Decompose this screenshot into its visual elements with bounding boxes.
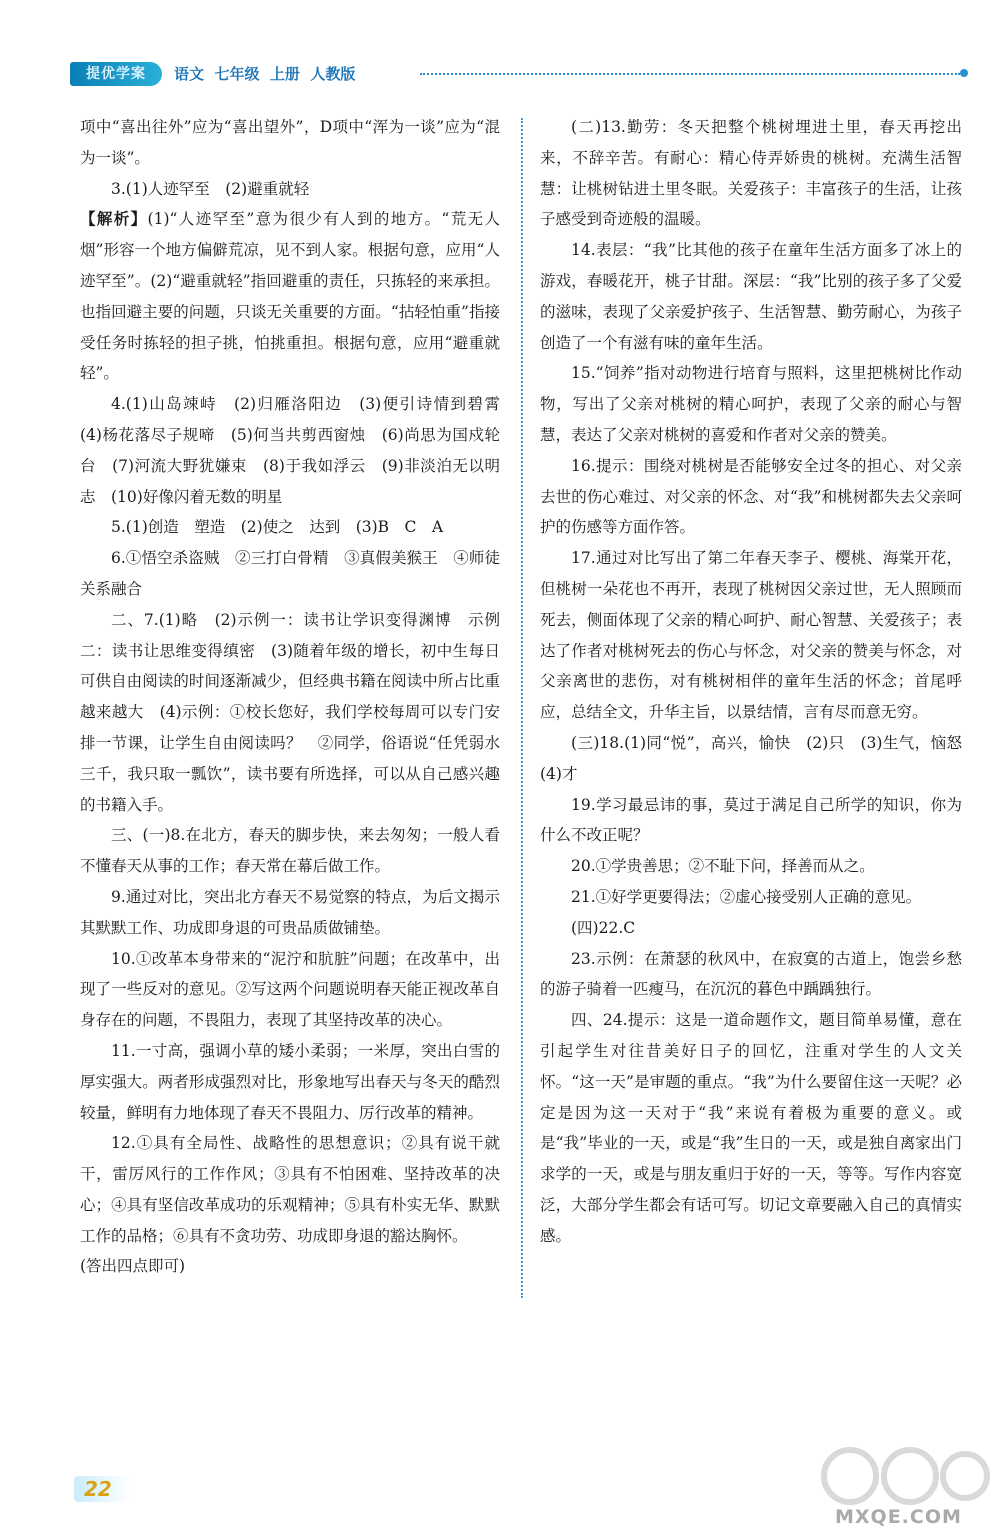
page-number-badge bbox=[74, 1476, 130, 1502]
answer-3-analysis bbox=[80, 204, 500, 389]
answer-9: 9.通过对比，突出北方春天不易觉察的特点，为后文揭示其默默工作、功成即身退的可贵品质做铺垫。 bbox=[80, 887, 500, 937]
column-divider bbox=[521, 118, 523, 1298]
answer-8: 三、(一)8.在北方，春天的脚步快，来去匆匆；一般人看不懂春天从事的工作；春天常在幕后做工作。 bbox=[80, 826, 500, 876]
answer-3: 3.(1)人迹罕至 (2)避重就轻 bbox=[111, 179, 310, 198]
header-dotted-rule bbox=[420, 73, 960, 75]
answer-4: 4.(1)山岛竦峙 (2)归雁洛阳边 (3)便引诗情到碧霄 (4)杨花落尽子规啼 (5)何当共剪西窗烛 (6)尚思为国戍轮台 (7)河流大野犹嫌束 (8)于我如浮云 (9)非淡泊无以明志 (10)好像闪着无数的明星 bbox=[80, 395, 516, 506]
answer-19: 19.学习最忌讳的事，莫过于满足自己所学的知识，你为什么不改正呢？ bbox=[540, 795, 962, 845]
answer-12-note: (答出四点即可) bbox=[80, 1257, 186, 1276]
header-title: 语文 七年级 上册 人教版 bbox=[174, 65, 356, 83]
page-header bbox=[70, 62, 970, 88]
analysis-tag: 【解析】 bbox=[80, 210, 148, 229]
answer-10: 10.①改革本身带来的“泥泞和肮脏”问题；在改革中，出现了一些反对的意见。②写这两个问题说明春天能正视改革自身存在的问题，不畏阻力，表现了其坚持改革的决心。 bbox=[80, 949, 500, 1030]
answer-14: 14.表层：“我”比其他的孩子在童年生活方面多了冰上的游戏，春暖花开，桃子甘甜。深层：“我”比别的孩子多了父爱的滋味，表现了父亲爱护孩子、生活智慧、勤劳耐心，为孩子创造了一个有滋有味的童年生活。 bbox=[540, 241, 962, 352]
answer-11: 11.一寸高，强调小草的矮小柔弱；一米厚，突出白雪的厚实强大。两者形成强烈对比，形象地写出春天与冬天的酷烈较量，鲜明有力地体现了春天不畏阻力、厉行改革的精神。 bbox=[80, 1041, 500, 1122]
header-bullet-icon bbox=[960, 69, 968, 77]
answer-16: 16.提示：围绕对桃树是否能够安全过冬的担心、对父亲去世的伤心难过、对父亲的怀念、对“我”和桃树都失去父亲呵护的伤感等方面作答。 bbox=[540, 456, 962, 537]
analysis-text: (1)“人迹罕至”意为很少有人到的地方。“荒无人烟”形容一个地方偏僻荒凉，见不到人家。根据句意，应用“人迹罕至”。(2)“避重就轻”指回避重的责任，只拣轻的来承担。也指回避主要的问题，只谈无关重要的方面。“拈轻怕重”指接受任务时拣轻的担子挑，怕挑重担。根据句意，应用“避重就轻”。 bbox=[80, 210, 500, 383]
answer-15: 15.“饲养”指对动物进行培育与照料，这里把桃树比作动物，写出了父亲对桃树的精心呵护，表现了父亲的耐心与智慧，表达了父亲对桃树的喜爱和作者对父亲的赞美。 bbox=[540, 364, 962, 444]
right-column bbox=[540, 112, 978, 1251]
answer-24: 四、24.提示：这是一道命题作文，题目简单易懂，意在引起学生对往昔美好日子的回忆，注重对学生的人文关怀。“这一天”是审题的重点。“我”为什么要留住这一天呢？必定是因为这一天对于“我”来说有着极为重要的意义。或是“我”毕业的一天，或是“我”生日的一天，或是独自离家出门求学的一天，或是与朋友重归于好的一天，等等。写作内容宽泛，大部分学生都会有话可写。切记文章要融入自己的真情实感。 bbox=[540, 1011, 962, 1245]
answer-17: 17.通过对比写出了第二年春天李子、樱桃、海棠开花，但桃树一朵花也不再开，表现了桃树因父亲过世，无人照顾而死去，侧面体现了父亲的精心呵护、耐心智慧、关爱孩子；表达了作者对桃树死去的伤心与怀念，对父亲的赞美与怀念，对父亲离世的悲伤，对有桃树相伴的童年生活的怀念；首尾呼应，总结全文，升华主旨，以景结情，言有尽而意无穷。 bbox=[540, 549, 962, 722]
page-number: 22 bbox=[84, 1477, 112, 1501]
answer-20: 20.①学贵善思；②不耻下问，择善而从之。 bbox=[571, 857, 875, 876]
answer-2-continued: 项中“喜出往外”应为“喜出望外”，D项中“浑为一谈”应为“混为一谈”。 bbox=[80, 118, 500, 167]
answer-6: 6.①悟空杀盗贼 ②三打白骨精 ③真假美猴王 ④师徒关系融合 bbox=[80, 549, 500, 598]
watermark-text: MXQE.COM bbox=[835, 1506, 962, 1528]
answer-22: (四)22.C bbox=[571, 918, 636, 937]
answer-18: (三)18.(1)同“悦”，高兴，愉快 (2)只 (3)生气，恼怒 (4)才 bbox=[540, 733, 978, 783]
brand-logo: 提优学案 bbox=[70, 62, 162, 86]
answer-5: 5.(1)创造 塑造 (2)使之 达到 (3)B C A bbox=[111, 518, 444, 537]
answer-12: 12.①具有全局性、战略性的思想意识；②具有说干就干，雷厉风行的工作作风；③具有不怕困难、坚持改革的决心；④具有坚信改革成功的乐观精神；⑤具有朴实无华、默默工作的品格；⑥具有不贪功劳、功成即身退的豁达胸怀。 bbox=[80, 1134, 500, 1245]
left-column bbox=[80, 112, 516, 1282]
answer-21: 21.①好学更要得法；②虚心接受别人正确的意见。 bbox=[571, 887, 922, 906]
answer-7: 二、7.(1)略 (2)示例一：读书让学识变得渊博 示例二：读书让思维变得缜密 (3)随着年级的增长，初中生每日可供自由阅读的时间逐渐减少，但经典书籍在阅读中所占比重越来越大 (4)示例：①校长您好，我们学校每周可以专门安排一节课，让学生自由阅读吗？ ②同学，俗语说“任凭弱水三千，我只取一瓢饮”，读书要有所选择，可以从自己感兴趣的书籍入手。 bbox=[80, 610, 500, 814]
answer-23: 23.示例：在萧瑟的秋风中，在寂寞的古道上，饱尝乡愁的游子骑着一匹瘦马，在沉沉的暮色中踽踽独行。 bbox=[540, 949, 962, 999]
answer-13: (二)13.勤劳：冬天把整个桃树埋进土里，春天再挖出来，不辞辛苦。有耐心：精心侍弄娇贵的桃树。充满生活智慧：让桃树钻进土里冬眠。关爱孩子：丰富孩子的生活，让孩子感受到奇迹般的温暖。 bbox=[540, 118, 962, 229]
